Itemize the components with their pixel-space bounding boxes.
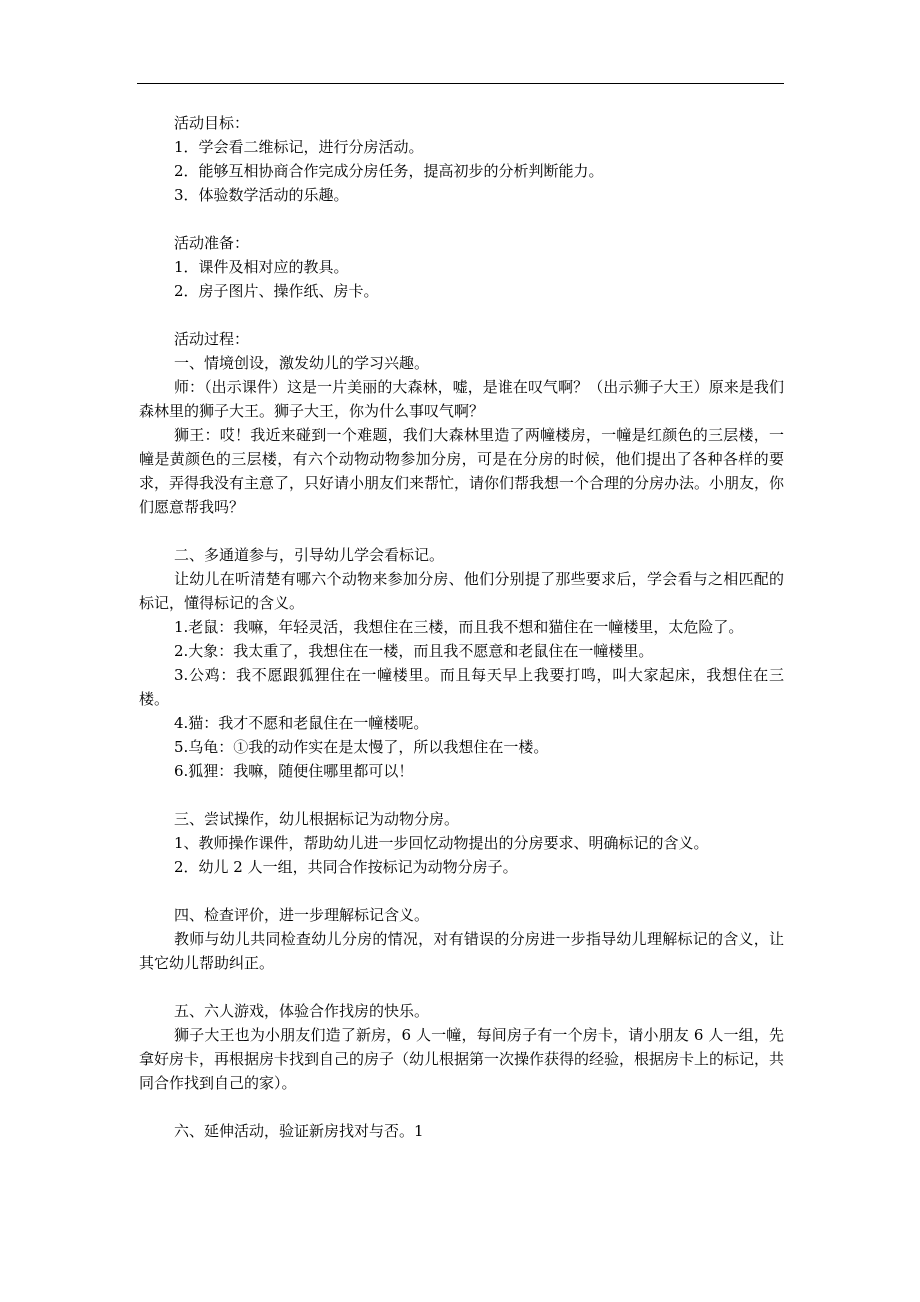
- goals-heading: 活动目标：: [174, 114, 250, 132]
- section-1-paragraph-2: 狮王：哎！我近来碰到一个难题，我们大森林里造了两幢楼房，一幢是红颜色的三层楼，一幢是黄颜色的三层楼，有六个动物动物参加分房，可是在分房的时候，他们提出了各种各样的要求，弄得我没有主意了，只好请小朋友们来帮忙，请你们帮我想一个合理的分房办法。小朋友，你们愿意帮我吗？: [139, 426, 785, 516]
- animal-item-rooster: 3.公鸡：我不愿跟狐狸住在一幢楼里。而且每天早上我要打鸣，叫大家起床，我想住在三楼。: [139, 666, 784, 708]
- spacer: [139, 519, 784, 543]
- goal-item-1: 1．学会看二维标记，进行分房活动。: [174, 138, 424, 156]
- prep-item-2: 2．房子图片、操作纸、房卡。: [174, 282, 379, 300]
- section-4-paragraph-1: 教师与幼儿共同检查幼儿分房的情况，对有错误的分房进一步指导幼儿理解标记的含义，让其它幼儿帮助纠正。: [139, 930, 784, 972]
- spacer: [139, 207, 784, 231]
- animal-item-turtle: 5.乌龟：①我的动作实在是太慢了，所以我想住在一楼。: [174, 738, 549, 756]
- section-2-paragraph-1: 让幼儿在听清楚有哪六个动物来参加分房、他们分别提了那些要求后，学会看与之相匹配的标记，懂得标记的含义。: [139, 570, 784, 612]
- section-3-item-2: 2．幼儿 2 人一组，共同合作按标记为动物分房子。: [174, 858, 518, 876]
- spacer: [139, 975, 784, 999]
- prep-item-1: 1．课件及相对应的教具。: [174, 258, 349, 276]
- animal-item-cat: 4.猫：我才不愿和老鼠住在一幢楼呢。: [174, 714, 429, 732]
- prep-heading: 活动准备：: [174, 234, 250, 252]
- section-6-title: 六、延伸活动，验证新房找对与否。1: [174, 1122, 424, 1140]
- section-1-paragraph-1: 师：（出示课件）这是一片美丽的大森林，嘘，是谁在叹气啊？（出示狮子大王）原来是我们森林里的狮子大王。狮子大王，你为什么事叹气啊？: [139, 378, 784, 420]
- section-4-title: 四、检查评价，进一步理解标记含义。: [174, 906, 430, 924]
- animal-item-fox: 6.狐狸：我嘛，随便住哪里都可以！: [174, 762, 414, 780]
- section-5-paragraph-1: 狮子大王也为小朋友们造了新房，6 人一幢，每间房子有一个房卡，请小朋友 6 人一组，先拿好房卡，再根据房卡找到自己的房子（幼儿根据第一次操作获得的经验，根据房卡上的标记，共同合作找到自己的家）。: [139, 1026, 785, 1092]
- section-3-title: 三、尝试操作，幼儿根据标记为动物分房。: [174, 810, 460, 828]
- animal-item-elephant: 2.大象：我太重了，我想住在一楼，而且我不愿意和老鼠住在一幢楼里。: [174, 642, 654, 660]
- spacer: [139, 879, 784, 903]
- section-1-title: 一、情境创设，激发幼儿的学习兴趣。: [174, 354, 430, 372]
- spacer: [139, 303, 784, 327]
- goal-item-3: 3．体验数学活动的乐趣。: [174, 186, 349, 204]
- header-rule: [137, 83, 784, 84]
- goal-item-2: 2．能够互相协商合作完成分房任务，提高初步的分析判断能力。: [174, 162, 604, 180]
- section-2-title: 二、多通道参与，引导幼儿学会看标记。: [174, 546, 445, 564]
- section-5-title: 五、六人游戏，体验合作找房的快乐。: [174, 1002, 430, 1020]
- spacer: [139, 783, 784, 807]
- section-3-item-1: 1、教师操作课件，帮助幼儿进一步回忆动物提出的分房要求、明确标记的含义。: [174, 834, 709, 852]
- document-body: [139, 111, 784, 1143]
- animal-item-mouse: 1.老鼠：我嘛，年轻灵活，我想住在三楼，而且我不想和猫住在一幢楼里，太危险了。: [174, 618, 744, 636]
- spacer: [139, 1095, 784, 1119]
- process-heading: 活动过程：: [174, 330, 250, 348]
